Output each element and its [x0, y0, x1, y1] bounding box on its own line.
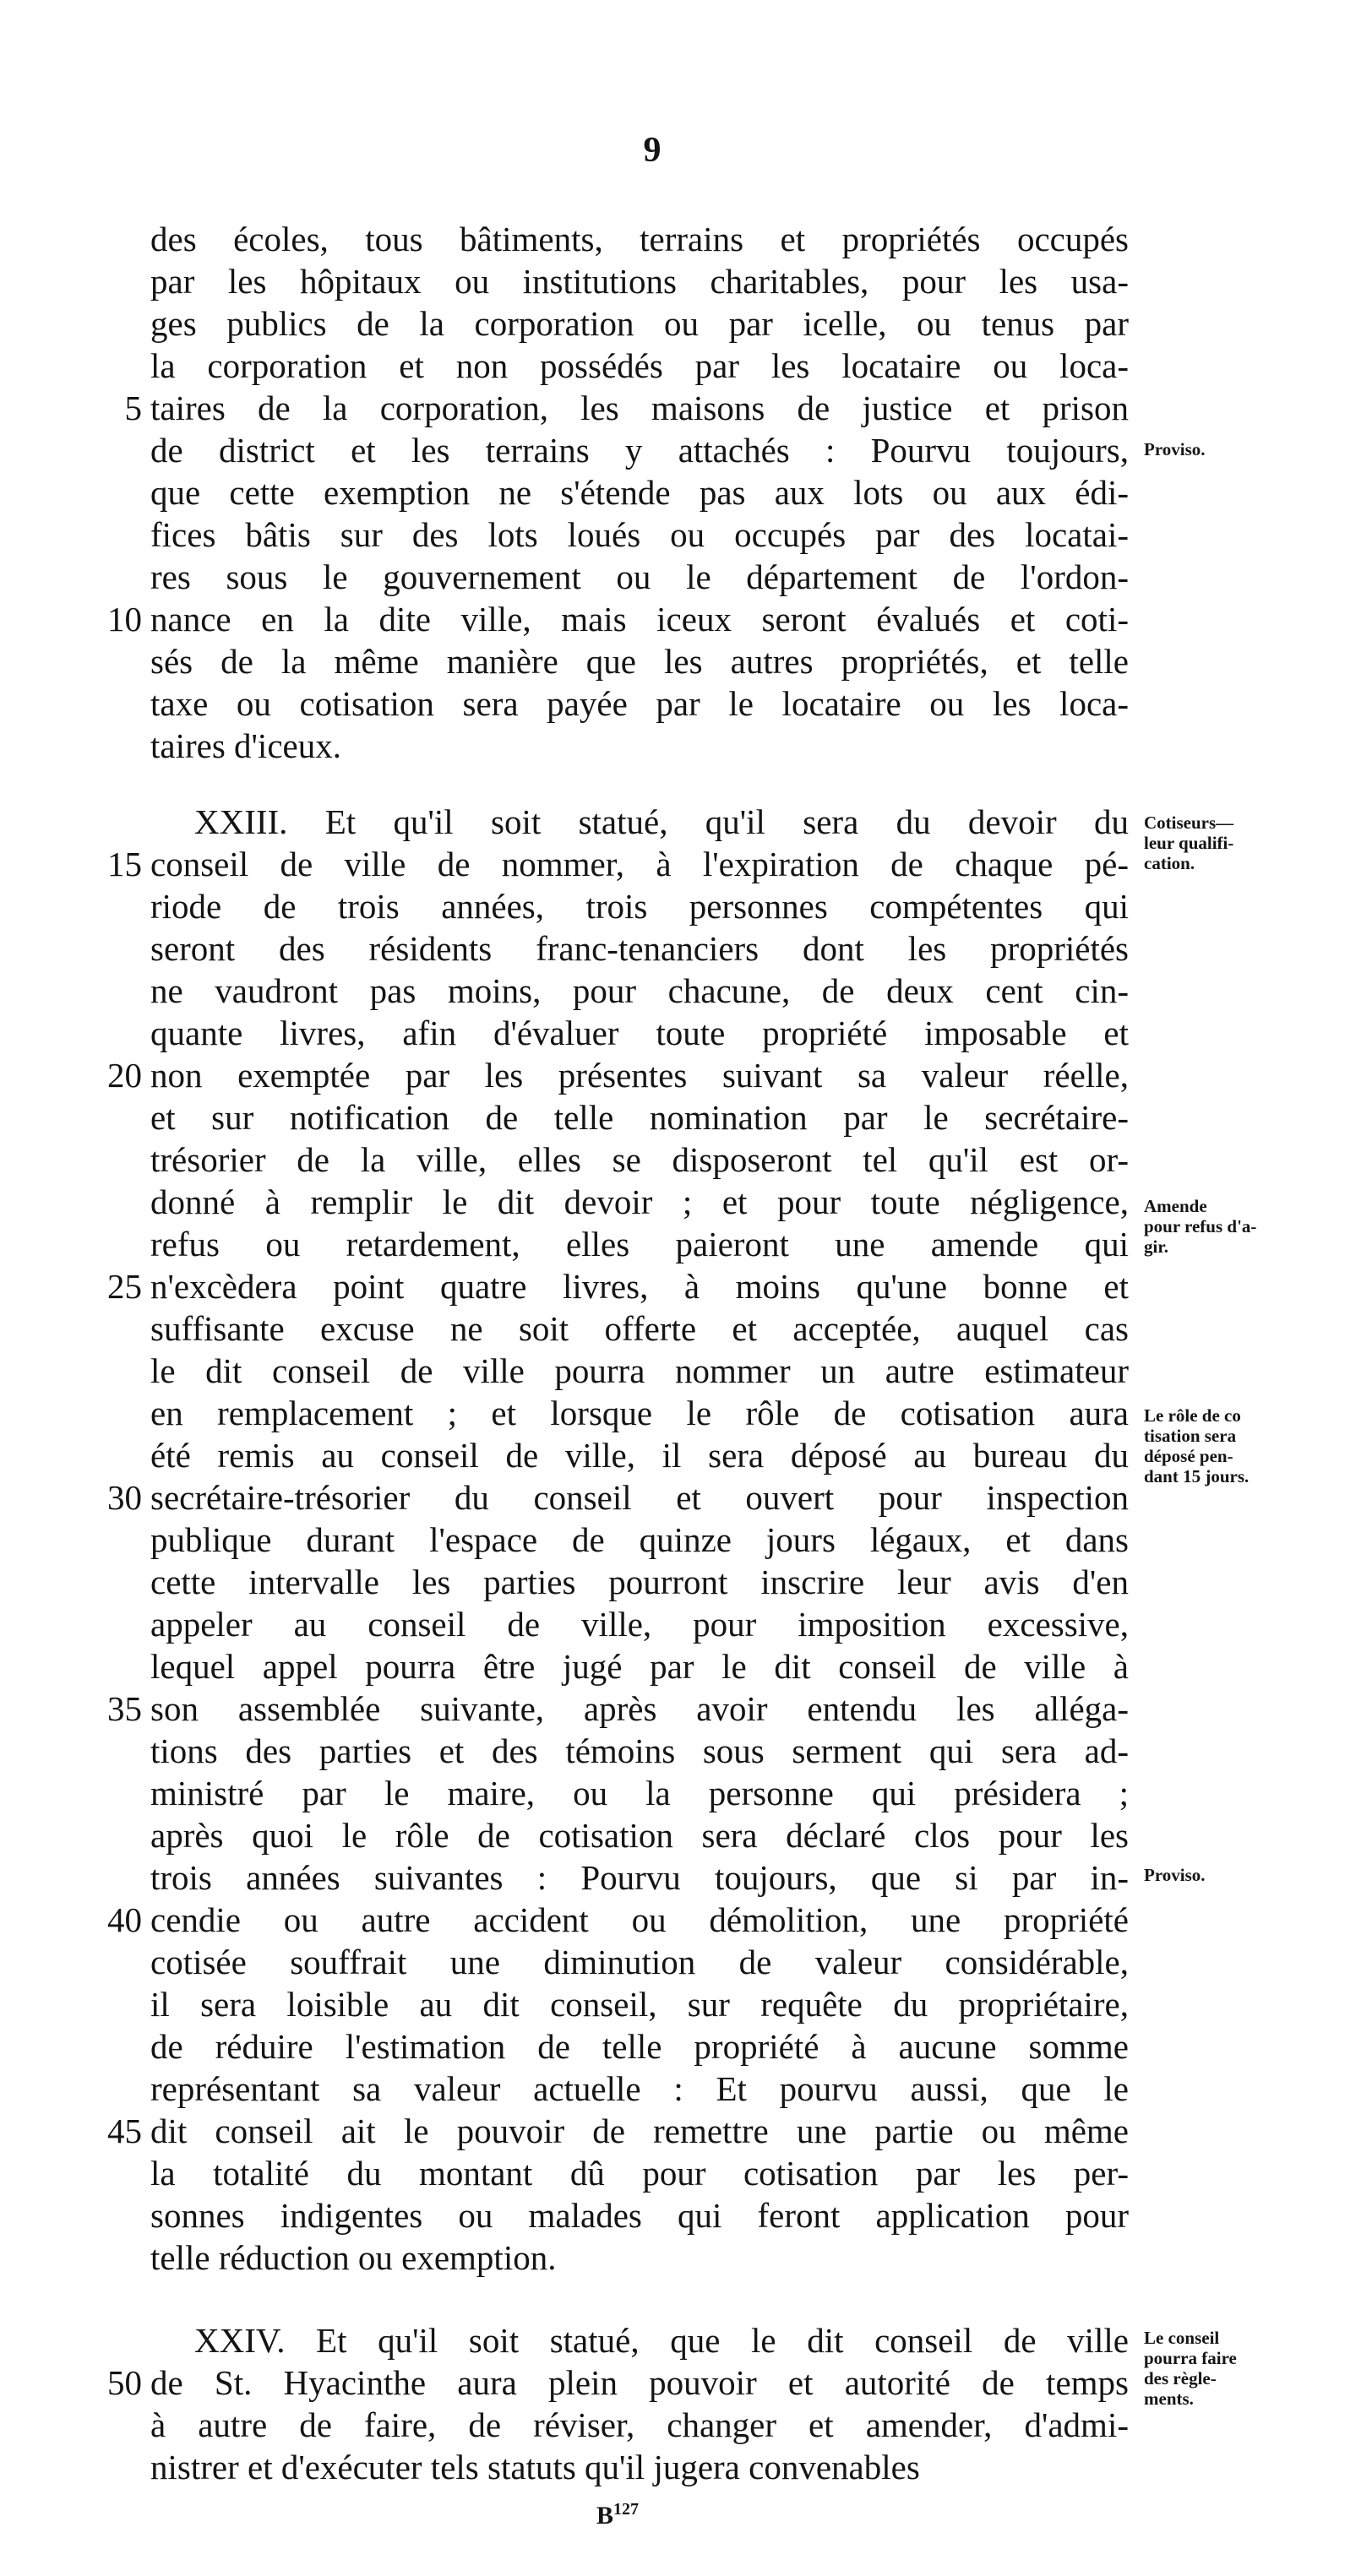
text-line: de district et les terrains y attachés : Pourvu toujours, — [150, 431, 1129, 470]
text-line: à autre de faire, de réviser, changer et amender, d'admi- — [150, 2405, 1129, 2444]
section-heading-line: XXIII. Et qu'il soit statué, qu'il sera du devoir du — [194, 802, 1129, 841]
text-line: publique durant l'espace de quinze jours légaux, et dans — [150, 1520, 1129, 1559]
text-line: lequel appel pourra être jugé par le dit conseil de ville à — [150, 1647, 1129, 1686]
line-number: 30 — [107, 1478, 142, 1517]
text-line: par les hôpitaux ou institutions charitables, pour les usa- — [150, 262, 1129, 301]
text-line: représentant sa valeur actuelle : Et pourvu aussi, que le — [150, 2069, 1129, 2108]
text-line: de St. Hyacinthe aura plein pouvoir et autorité de temps — [150, 2363, 1129, 2402]
line-number: 35 — [107, 1689, 142, 1728]
text-line: cette intervalle les parties pourront inscrire leur avis d'en — [150, 1562, 1129, 1601]
margin-note-assessment-roll: Le rôle de co tisation sera déposé pen- dant 15 jours. — [1144, 1405, 1250, 1486]
text-line: de réduire l'estimation de telle propriété à aucune somme — [150, 2027, 1129, 2066]
text-line: taires d'iceux. — [150, 726, 341, 765]
signature-letter: B — [596, 2502, 614, 2530]
text-line: trésorier de la ville, elles se disposeront tel qu'il est or- — [150, 1140, 1129, 1179]
text-line: ges publics de la corporation ou par icelle, ou tenus par — [150, 304, 1129, 343]
section-heading-line: XXIV. Et qu'il soit statué, que le dit conseil de ville — [194, 2321, 1129, 2360]
line-number: 20 — [107, 1056, 142, 1095]
line-number: 25 — [107, 1267, 142, 1306]
text-line: été remis au conseil de ville, il sera déposé au bureau du — [150, 1436, 1129, 1475]
signature-number: 127 — [613, 2500, 640, 2519]
text-line: ministré par le maire, ou la personne qui présidera ; — [150, 1774, 1129, 1812]
text-line: suffisante excuse ne soit offerte et acceptée, auquel cas — [150, 1309, 1129, 1348]
margin-note-proviso: Proviso. — [1144, 1865, 1206, 1885]
text-line: telle réduction ou exemption. — [150, 2238, 557, 2277]
text-line: conseil de ville de nommer, à l'expiration de chaque pé- — [150, 845, 1129, 883]
text-line: non exemptée par les présentes suivant sa valeur réelle, — [150, 1056, 1129, 1095]
text-line: son assemblée suivante, après avoir entendu les alléga- — [150, 1689, 1129, 1728]
text-line: taxe ou cotisation sera payée par le locataire ou les loca- — [150, 684, 1129, 723]
text-line: il sera loisible au dit conseil, sur requête du propriétaire, — [150, 1985, 1129, 2024]
text-line: après quoi le rôle de cotisation sera déclaré clos pour les — [150, 1816, 1129, 1855]
text-line: nistrer et d'exécuter tels statuts qu'il jugera convenables — [150, 2448, 920, 2486]
margin-note-fine: Amende pour refus d'a- gir. — [1144, 1196, 1257, 1257]
line-number: 10 — [107, 600, 142, 639]
line-number: 5 — [124, 389, 142, 427]
text-line: dit conseil ait le pouvoir de remettre une partie ou même — [150, 2111, 1129, 2150]
text-line: appeler au conseil de ville, pour imposition excessive, — [150, 1605, 1129, 1644]
text-line: et sur notification de telle nomination par le secrétaire- — [150, 1098, 1129, 1137]
text-line: donné à remplir le dit devoir ; et pour toute négligence, — [150, 1182, 1129, 1221]
text-line: que cette exemption ne s'étende pas aux lots ou aux édi- — [150, 473, 1129, 512]
text-line: des écoles, tous bâtiments, terrains et propriétés occupés — [150, 220, 1129, 258]
line-number: 15 — [107, 845, 142, 883]
margin-note-council-bylaws: Le conseil pourra faire des règle- ments. — [1144, 2328, 1237, 2409]
text-line: tions des parties et des témoins sous serment qui sera ad- — [150, 1731, 1129, 1770]
text-line: la totalité du montant dû pour cotisation par les per- — [150, 2154, 1129, 2193]
text-line: quante livres, afin d'évaluer toute propriété imposable et — [150, 1014, 1129, 1052]
text-line: seront des résidents franc-tenanciers dont les propriétés — [150, 929, 1129, 968]
line-number: 45 — [107, 2111, 142, 2150]
text-line: la corporation et non possédés par les locataire ou loca- — [150, 346, 1129, 385]
text-line: n'excèdera point quatre livres, à moins qu'une bonne et — [150, 1267, 1129, 1306]
printer-signature-mark — [596, 2500, 639, 2530]
text-line: nance en la dite ville, mais iceux seront évalués et coti- — [150, 600, 1129, 639]
page-number: 9 — [643, 131, 662, 170]
text-line: trois années suivantes : Pourvu toujours, que si par in- — [150, 1858, 1129, 1897]
text-line: fices bâtis sur des lots loués ou occupés par des locatai- — [150, 515, 1129, 554]
text-line: sés de la même manière que les autres propriétés, et telle — [150, 642, 1129, 681]
margin-note-assessors: Cotiseurs— leur qualifi- cation. — [1144, 812, 1234, 873]
text-line: cotisée souffrait une diminution de valeur considérable, — [150, 1943, 1129, 1981]
text-line: le dit conseil de ville pourra nommer un autre estimateur — [150, 1351, 1129, 1390]
text-line: riode de trois années, trois personnes compétentes qui — [150, 887, 1129, 926]
text-line: en remplacement ; et lorsque le rôle de cotisation aura — [150, 1394, 1129, 1432]
text-line: res sous le gouvernement ou le département de l'ordon- — [150, 557, 1129, 596]
margin-note-proviso: Proviso. — [1144, 439, 1206, 459]
text-line: refus ou retardement, elles paieront une amende qui — [150, 1225, 1129, 1264]
text-line: cendie ou autre accident ou démolition, une propriété — [150, 1900, 1129, 1939]
text-line: taires de la corporation, les maisons de justice et prison — [150, 389, 1129, 427]
text-line: sonnes indigentes ou malades qui feront application pour — [150, 2196, 1129, 2235]
line-number: 40 — [107, 1900, 142, 1939]
text-line: secrétaire-trésorier du conseil et ouvert pour inspection — [150, 1478, 1129, 1517]
text-line: ne vaudront pas moins, pour chacune, de deux cent cin- — [150, 971, 1129, 1010]
line-number: 50 — [107, 2363, 142, 2402]
